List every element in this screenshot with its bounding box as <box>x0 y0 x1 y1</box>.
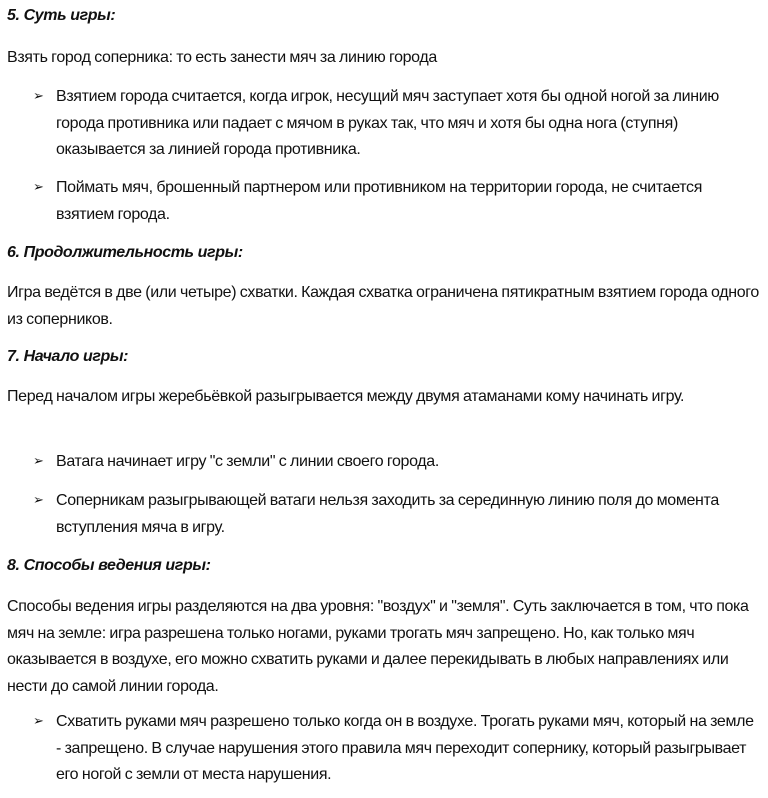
section-7-bullet-1 <box>33 449 758 476</box>
section-5-heading: 5. Суть игры: <box>7 7 116 24</box>
arrowhead-bullet-icon: ➢ <box>33 493 44 508</box>
arrowhead-bullet-icon: ➢ <box>33 714 44 729</box>
section-8-heading: 8. Способы ведения игры: <box>7 557 211 574</box>
arrowhead-bullet-icon: ➢ <box>33 89 44 104</box>
section-6-heading: 6. Продолжительность игры: <box>7 244 243 261</box>
section-5-bullet-1 <box>33 84 758 164</box>
section-7-paragraph: Перед началом игры жеребьёвкой разыгрывается между двумя атаманами кому начинать игру. <box>7 388 685 405</box>
section-6-paragraph: Игра ведётся в две (или четыре) схватки. Каждая схватка ограничена пятикратным взятием города одного из соперников. <box>7 284 759 328</box>
section-5-bullet-2 <box>33 175 758 228</box>
section-7-heading: 7. Начало игры: <box>7 348 129 365</box>
section-7-bullet-2 <box>33 488 758 541</box>
arrowhead-bullet-icon: ➢ <box>33 454 44 469</box>
bullet-text: Взятием города считается, когда игрок, несущий мяч заступает хотя бы одной ногой за линию города противника или падает с мячом в руках так, что мяч и хотя бы одна нога (ступня) оказывается за линией города противника. <box>56 88 719 158</box>
bullet-text: Поймать мяч, брошенный партнером или противником на территории города, не считается взятием города. <box>56 179 703 223</box>
section-5-paragraph: Взять город соперника: то есть занести мяч за линию города <box>7 49 437 66</box>
bullet-text: Соперникам разыгрывающей ватаги нельзя заходить за серединную линию поля до момента вступления мяча в игру. <box>56 492 719 536</box>
arrowhead-bullet-icon: ➢ <box>33 180 44 195</box>
bullet-text: Схватить руками мяч разрешено только когда он в воздухе. Трогать руками мяч, который на земле - запрещено. В случае нарушения этого правила мяч переходит сопернику, который разыгрывает его ногой с земли от места нарушения. <box>56 713 754 783</box>
bullet-text: Ватага начинает игру "с земли" с линии своего города. <box>56 453 439 470</box>
section-8-paragraph: Способы ведения игры разделяются на два уровня: "воздух" и "земля". Суть заключается в том, что пока мяч на земле: игра разрешена только ногами, руками трогать мяч запрещено. Но, как только мяч оказывается в воздухе, его можно схватить руками и далее перекидывать в любых направлениях или нести до самой линии города. <box>7 598 749 695</box>
section-8-bullet-1 <box>33 709 758 789</box>
